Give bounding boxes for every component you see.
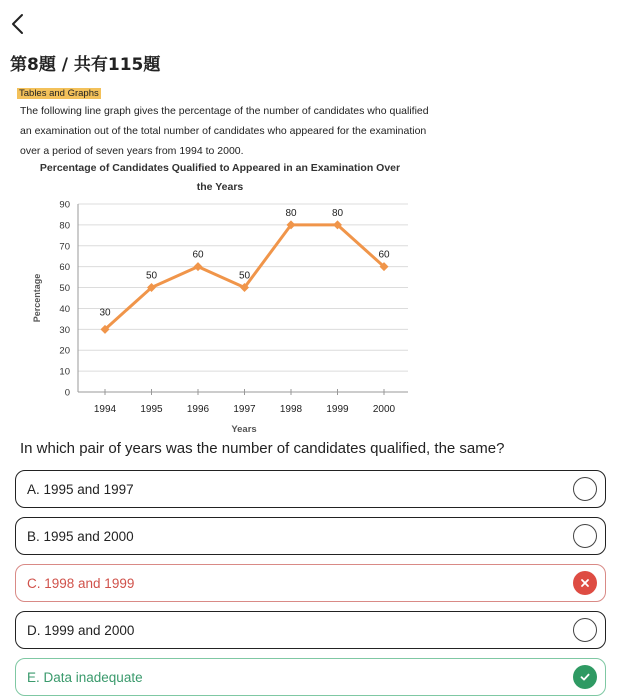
data-label: 30: [99, 307, 111, 319]
option-c[interactable]: [15, 564, 606, 602]
line-chart-svg: [14, 152, 422, 438]
data-point: [194, 262, 203, 271]
wrong-answer-icon: [573, 571, 597, 595]
x-tick-label: 2000: [372, 404, 396, 415]
y-tick-label: 20: [59, 345, 70, 357]
y-tick-label: 60: [59, 262, 70, 274]
y-tick-label: 70: [59, 241, 70, 253]
y-tick-label: 80: [59, 220, 70, 232]
data-label: 80: [285, 207, 297, 219]
x-tick-label: 1994: [93, 404, 117, 415]
data-label: 60: [378, 249, 390, 261]
data-label: 60: [192, 249, 204, 261]
line-chart: [14, 152, 422, 438]
data-label: 50: [145, 270, 158, 282]
x-axis-label: Years: [231, 424, 257, 435]
x-tick-label: 1996: [186, 404, 210, 415]
y-tick-label: 0: [64, 387, 70, 399]
y-tick-label: 30: [59, 324, 70, 336]
y-axis-label: Percentage: [32, 273, 42, 323]
option-a[interactable]: [15, 470, 606, 508]
question-description: The following line graph gives the percentage of the number of candidates who qualified an examination out of the total number of candidates who appeared for the examination over a period of seven years from 1994 to 2000.: [20, 105, 429, 157]
x-tick-label: 1997: [233, 404, 256, 415]
radio-circle-icon: [573, 477, 597, 501]
category-tag: Tables and Graphs: [19, 88, 99, 99]
chart-title-line: the Years: [196, 181, 244, 193]
question-progress: 第8題 / 共有115題: [10, 55, 161, 75]
option-e[interactable]: [15, 658, 606, 696]
option-b[interactable]: [15, 517, 606, 555]
check-icon: [579, 671, 591, 683]
y-tick-label: 40: [59, 303, 70, 315]
option-label: C. 1998 and 1999: [27, 575, 135, 591]
x-tick-label: 1995: [140, 404, 163, 415]
x-tick-label: 1999: [326, 404, 349, 415]
option-label: B. 1995 and 2000: [27, 528, 134, 544]
option-label: E. Data inadequate: [27, 669, 143, 685]
option-label: D. 1999 and 2000: [27, 622, 135, 638]
y-tick-label: 10: [59, 366, 70, 378]
correct-answer-icon: [573, 665, 597, 689]
back-button[interactable]: [6, 10, 30, 38]
chart-title-line: Percentage of Candidates Qualified to Appeared in an Examination Over: [39, 162, 401, 174]
y-tick-label: 90: [59, 199, 70, 211]
radio-circle-icon: [573, 618, 597, 642]
question-text: In which pair of years was the number of candidates qualified, the same?: [20, 440, 505, 457]
option-d[interactable]: [15, 611, 606, 649]
radio-circle-icon: [573, 524, 597, 548]
option-label: A. 1995 and 1997: [27, 481, 134, 497]
close-icon: [579, 577, 591, 589]
data-label: 50: [238, 270, 251, 282]
chevron-left-icon: [9, 13, 27, 35]
x-tick-label: 1998: [279, 404, 303, 415]
y-tick-label: 50: [59, 283, 70, 295]
data-label: 80: [331, 207, 344, 219]
